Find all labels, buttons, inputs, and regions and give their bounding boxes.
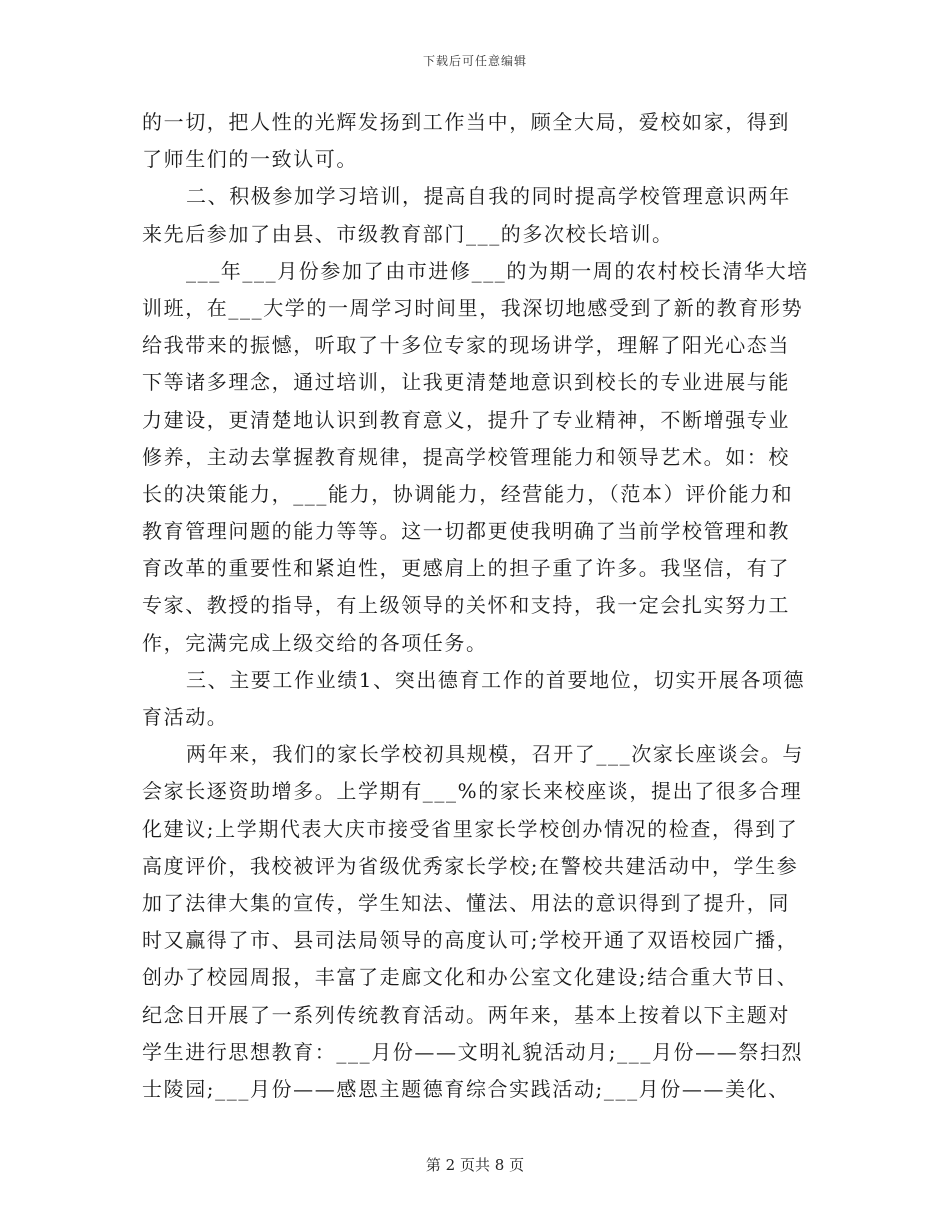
text-line: 训班，在___大学的一周学习时间里，我深切地感受到了新的教育形势 [142, 295, 804, 320]
text-line: 化建议;上学期代表大庆市接受省里家长学校创办情况的检查，得到了 [142, 816, 799, 841]
text-line: 纪念日开展了一系列传统教育活动。两年来，基本上按着以下主题对 [142, 1002, 790, 1027]
text-line: 专家、教授的指导，有上级领导的关怀和支持，我一定会扎实努力工 [142, 593, 790, 618]
text-line: 修养，主动去掌握教育规律，提高学校管理能力和领导艺术。如：校 [142, 444, 790, 469]
text-line: 教育管理问题的能力等等。这一切都更使我明确了当前学校管理和教 [142, 519, 790, 544]
text-line: 会家长逐资助增多。上学期有___%的家长来校座谈，提出了很多合理 [142, 779, 803, 804]
text-line: 时又赢得了市、县司法局领导的高度认可;学校开通了双语校园广播， [142, 928, 799, 953]
text-line: 学生进行思想教育：___月份——文明礼貌活动月;___月份——祭扫烈 [142, 1039, 804, 1064]
page-header: 下载后可任意编辑 [422, 54, 527, 68]
text-line: 高度评价，我校被评为省级优秀家长学校;在警校共建活动中，学生参 [142, 853, 799, 878]
text-line: ___年___月份参加了由市进修___的为期一周的农村校长清华大培 [186, 258, 809, 283]
text-line: 育改革的重要性和紧迫性，更感肩上的担子重了许多。我坚信，有了 [142, 556, 790, 581]
text-line: 二、积极参加学习培训，提高自我的同时提高学校管理意识两年 [186, 184, 791, 209]
text-line: 力建设，更清楚地认识到教育意义，提升了专业精神，不断增强专业 [142, 407, 790, 432]
text-line: 加了法律大集的宣传，学生知法、懂法、用法的意识得到了提升，同 [142, 890, 790, 915]
text-line: 下等诸多理念，通过培训，让我更清楚地意识到校长的专业进展与能 [142, 370, 790, 395]
text-line: 士陵园;___月份——感恩主题德育综合实践活动;___月份——美化、 [142, 1076, 790, 1101]
text-line: 的一切，把人性的光辉发扬到工作当中，顾全大局，爱校如家，得到 [142, 110, 790, 134]
text-line: 了师生们的一致认可。 [142, 147, 358, 172]
text-line: 三、主要工作业绩1、突出德育工作的首要地位，切实开展各项德 [186, 667, 806, 692]
text-line: 作，完满完成上级交给的各项任务。 [142, 630, 488, 655]
text-line: 创办了校园周报，丰富了走廊文化和办公室文化建设;结合重大节日、 [142, 965, 799, 990]
text-line: 两年来，我们的家长学校初具规模，召开了___次家长座谈会。与 [186, 742, 804, 767]
page-footer: 第 2 页共 8 页 [425, 1156, 525, 1174]
text-line: 来先后参加了由县、市级教育部门___的多次校长培训。 [142, 221, 674, 246]
document-body [142, 104, 812, 1108]
text-line: 长的决策能力，___能力，协调能力，经营能力，（范本）评价能力和 [142, 481, 794, 506]
text-line: 育活动。 [142, 705, 229, 729]
text-line: 给我带来的振憾，听取了十多位专家的现场讲学，理解了阳光心态当 [142, 333, 790, 358]
